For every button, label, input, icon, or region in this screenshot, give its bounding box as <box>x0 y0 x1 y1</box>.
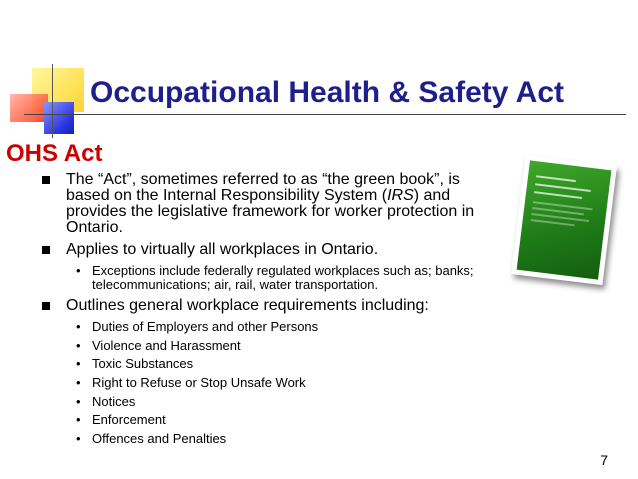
sub-bullet-line: Duties of Employers and other Persons <box>92 319 319 334</box>
sub-bullet-violence <box>76 339 241 353</box>
sub-bullet-line: Right to Refuse or Stop Unsafe Work <box>92 375 306 390</box>
sub-bullet-enforcement <box>76 413 166 427</box>
slide-title: Occupational Health & Safety Act <box>90 76 564 109</box>
sub-bullet-line: telecommunications; air, rail, water transportation. <box>92 277 379 292</box>
bullet-line: provides the legislative framework for worker protection in <box>66 203 475 220</box>
sub-bullet-line: Notices <box>92 394 136 409</box>
book-title-stroke <box>535 183 591 192</box>
book-title-stroke <box>536 175 576 182</box>
sub-bullet-line: Offences and Penalties <box>92 431 227 446</box>
sub-bullet-marker: • <box>76 319 81 334</box>
sub-bullet-toxic <box>76 357 193 371</box>
sub-bullet-line: Exceptions include federally regulated workplaces such as; banks; <box>92 263 474 278</box>
sub-bullet-exceptions <box>76 264 474 292</box>
bullet-line: based on the Internal Responsibility System (IRS) and <box>66 187 451 204</box>
decor-red-square <box>10 94 48 122</box>
bullet-marker <box>42 176 50 184</box>
book-cover <box>517 160 612 279</box>
bullet-line: The “Act”, sometimes referred to as “the green book”, is <box>66 171 460 188</box>
decor-blue-square <box>44 102 74 134</box>
sub-bullet-marker: • <box>76 412 81 427</box>
sub-bullet-marker: • <box>76 263 81 278</box>
bullet-marker <box>42 246 50 254</box>
green-book-cover-icon <box>511 155 617 285</box>
sub-bullet-offences <box>76 432 226 446</box>
title-divider-line <box>24 114 626 115</box>
bullet-line: Outlines general workplace requirements including: <box>66 297 429 314</box>
sub-bullet-right-to-refuse <box>76 376 306 390</box>
bullet-line: Applies to virtually all workplaces in Ontario. <box>66 241 379 258</box>
bullet-item-outlines <box>42 298 429 314</box>
page-number: 7 <box>600 452 608 468</box>
book-title-stroke <box>534 191 582 199</box>
sub-bullet-duties <box>76 320 318 334</box>
sub-bullet-line: Violence and Harassment <box>92 338 241 353</box>
sub-bullet-marker: • <box>76 431 81 446</box>
bullet-line: Ontario. <box>66 219 123 236</box>
bullet-item-applies <box>42 242 378 258</box>
book-text-stroke <box>531 219 575 226</box>
section-heading: OHS Act <box>6 140 103 167</box>
sub-bullet-marker: • <box>76 356 81 371</box>
decor-vertical-line <box>52 64 53 138</box>
sub-bullet-marker: • <box>76 338 81 353</box>
sub-bullet-line: Enforcement <box>92 412 166 427</box>
sub-bullet-marker: • <box>76 375 81 390</box>
bullet-item-act-description <box>42 172 474 236</box>
sub-bullet-marker: • <box>76 394 81 409</box>
bullet-marker <box>42 302 50 310</box>
sub-bullet-notices <box>76 395 135 409</box>
sub-bullet-line: Toxic Substances <box>92 356 194 371</box>
